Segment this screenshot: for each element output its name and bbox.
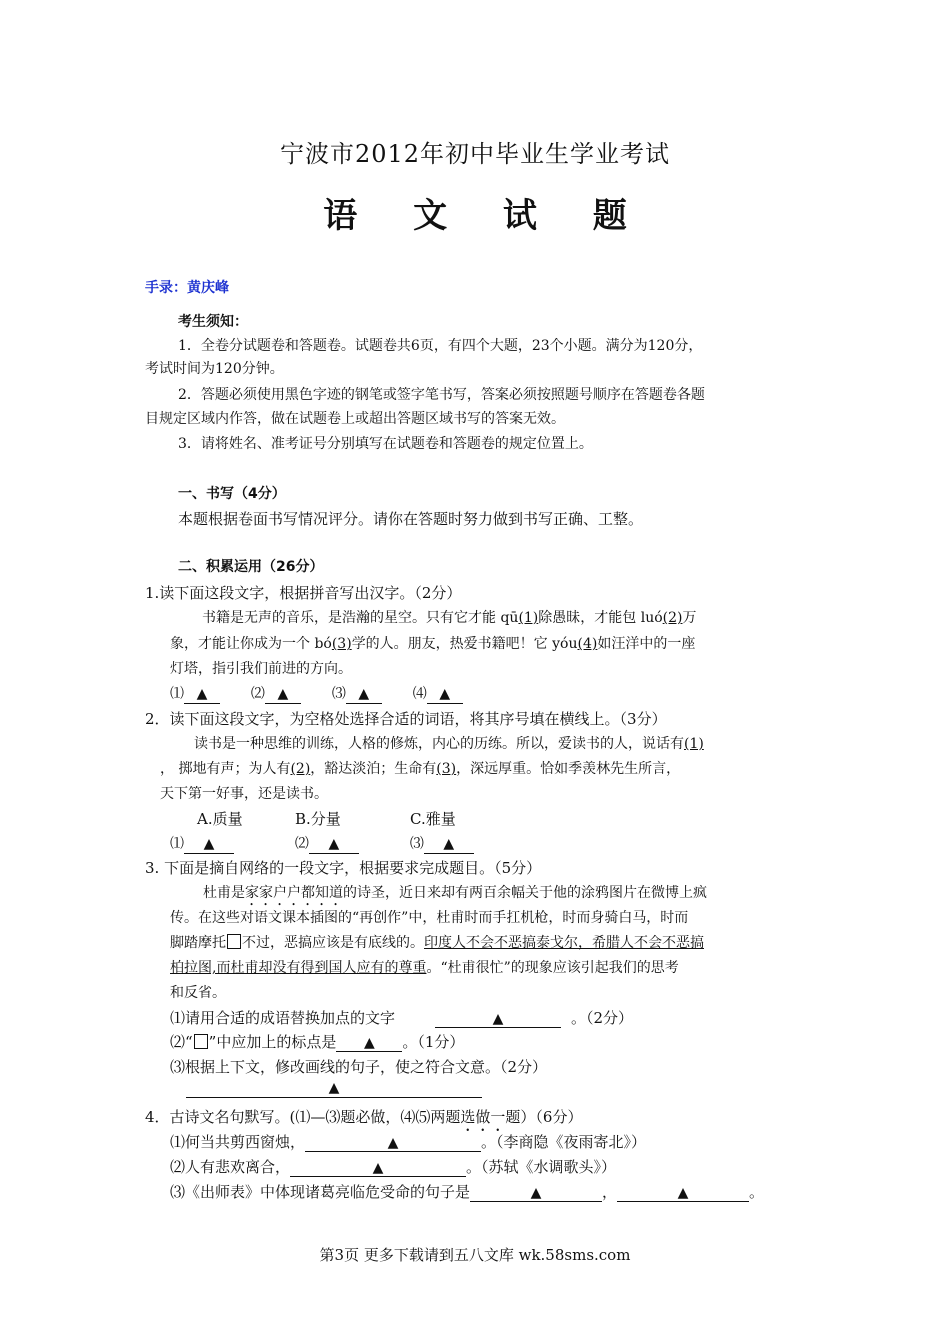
q1-text: 象，才能让你成为一个 bó (170, 636, 332, 652)
q4-answer-2[interactable] (290, 1159, 466, 1177)
q3-dotted-phrase: 家家户户都知道 (245, 885, 343, 901)
exam-title: 宁波市2012年初中毕业生学业考试 (279, 140, 671, 168)
q1-answers (170, 683, 463, 704)
triangle-marker-icon: ▲ (530, 1185, 542, 1201)
triangle-marker-icon: ▲ (372, 1160, 384, 1176)
q2-answers (170, 833, 474, 854)
q1-blank-1: (1) (518, 610, 539, 626)
q4-answer-3a[interactable] (470, 1184, 602, 1202)
triangle-marker-icon: ▲ (492, 1011, 504, 1027)
q4-sub-3-period: 。 (749, 1183, 765, 1201)
q3-sub-1-score: 。（2分） (571, 1009, 634, 1027)
q3-answer-1[interactable] (435, 1010, 561, 1028)
part1-text: 本题根据卷面书写情况评分。请你在答题时努力做到书写正确、工整。 (178, 510, 644, 528)
notice-item-1-cont: 考试时间为120分钟。 (145, 361, 284, 377)
q4-sub-3 (170, 1181, 764, 1202)
blank-box-icon (194, 1034, 208, 1049)
notice-item-2: 2．答题必须使用黑色字迹的钢笔或签字笔书写，答案必须按照题号顺序在答题卷各题 (178, 387, 705, 403)
q3-answer-3[interactable] (186, 1080, 482, 1098)
q1-line-3: 灯塔，指引我们前进的方向。 (170, 661, 352, 677)
q2-stem: 2．读下面这段文字，为空格处选择合适的词语，将其序号填在横线上。（3分） (145, 710, 667, 728)
q1-blank-2: (2) (662, 610, 683, 626)
q3-sub-2-text: ”中应加上的标点是 (208, 1033, 337, 1051)
part2-heading: 二、积累运用（26分） (178, 559, 324, 575)
triangle-marker-icon: ▲ (358, 686, 370, 702)
q2-answer-1[interactable] (184, 836, 234, 854)
q3-line-3 (170, 932, 704, 952)
triangle-marker-icon: ▲ (328, 836, 340, 852)
notice-heading: 考生须知： (178, 314, 248, 330)
q3-underlined-sentence: 柏拉图,而杜甫却没有得到国人应有的尊重 (170, 960, 427, 976)
q3-line-2: 传。在这些对语文课本插图的“再创作”中，杜甫时而手扛机枪，时而身骑白马，时而 (170, 910, 689, 926)
q3-text: 。“杜甫很忙”的现象应该引起我们的思考 (426, 960, 679, 976)
triangle-marker-icon: ▲ (196, 686, 208, 702)
q2-answer-label-1: ⑴ (170, 836, 184, 852)
q3-text: 的诗圣，近日来却有两百余幅关于他的涂鸦图片在微博上疯 (343, 885, 707, 901)
q3-text: 脚踏摩托 (170, 935, 226, 951)
q4-sub-2 (170, 1156, 616, 1177)
part1-heading: 一、书写（4分） (178, 486, 286, 502)
q2-blank-1: (1) (684, 736, 704, 752)
q2-answer-2[interactable] (309, 836, 359, 854)
q2-text: ，深远厚重。恰如季羡林先生所言， (456, 761, 681, 777)
q1-answer-label-2: ⑵ (250, 686, 265, 702)
subject-title: 语 文 试 题 (323, 196, 649, 236)
q1-text: 如汪洋中的一座 (597, 636, 696, 652)
q2-blank-3: (3) (436, 761, 457, 777)
q1-blank-4: (4) (577, 636, 598, 652)
q4-sub-1-text: ⑴何当共剪西窗烛， (170, 1133, 306, 1151)
q4-sub-1-source: 。（李商隐《夜雨寄北》） (481, 1133, 647, 1151)
q3-underlined-sentence: 印度人不会不恶搞泰戈尔，希腊人不会不恶搞 (424, 935, 704, 951)
q3-line-5: 和反省。 (170, 985, 226, 1001)
q1-text: 学的人。朋友，热爱书籍吧！它 yóu (351, 636, 578, 652)
triangle-marker-icon: ▲ (439, 686, 451, 702)
q1-answer-label-1: ⑴ (170, 686, 184, 702)
q1-text: 除愚昧，才能包 luó (538, 610, 663, 626)
q2-text: 读书是一种思维的训练，人格的修炼，内心的历练。所以，爱读书的人，说话有 (194, 736, 684, 752)
q2-option-a: A.质量 (197, 810, 243, 828)
triangle-marker-icon: ▲ (277, 686, 289, 702)
q1-text: 书籍是无声的音乐，是浩瀚的星空。只有它才能 qū (202, 610, 519, 626)
notice-item-3: 3．请将姓名、准考证号分别填写在试题卷和答题卷的规定位置上。 (178, 436, 593, 452)
q2-answer-label-2: ⑵ (294, 836, 309, 852)
q2-option-b: B.分量 (295, 810, 341, 828)
q4-sub-3-comma: ， (602, 1183, 618, 1201)
q3-sub-2-score: 。（1分） (402, 1033, 465, 1051)
q4-sub-1 (170, 1131, 646, 1152)
q3-sub-3: ⑶根据上下文，修改画线的句子，使之符合文意。（2分） (170, 1058, 548, 1076)
q4-dotted-phrase: 选做一 (460, 1108, 506, 1126)
q4-stem-text: 4．古诗文名句默写。(⑴—⑶题必做，⑷⑸两题 (145, 1108, 461, 1126)
q2-answer-label-3: ⑶ (409, 836, 424, 852)
q1-line-1 (202, 607, 697, 627)
q2-line-2 (160, 758, 680, 778)
triangle-marker-icon: ▲ (443, 836, 455, 852)
q3-line-1 (203, 882, 707, 909)
q2-text: ， 掷地有声；为人有 (160, 761, 291, 777)
q1-answer-2[interactable] (265, 686, 301, 704)
q3-sub-1-text: ⑴请用合适的成语替换加点的文字 (170, 1009, 396, 1027)
q3-text: 不过，恶搞应该是有底线的。 (242, 935, 424, 951)
q2-answer-3[interactable] (424, 836, 474, 854)
q3-sub-2 (170, 1031, 464, 1052)
q3-answer-2[interactable] (336, 1034, 402, 1052)
blank-box-icon (227, 934, 241, 949)
triangle-marker-icon: ▲ (677, 1185, 689, 1201)
q3-sub-2-text: ⑵“ (170, 1033, 193, 1051)
q1-answer-4[interactable] (427, 686, 463, 704)
q2-text: ，豁达淡泊；生命有 (310, 761, 437, 777)
q1-stem: 1.读下面这段文字，根据拼音写出汉字。（2分） (145, 584, 462, 602)
q1-blank-3: (3) (331, 636, 352, 652)
triangle-marker-icon: ▲ (387, 1135, 399, 1151)
q4-answer-1[interactable] (305, 1134, 481, 1152)
triangle-marker-icon: ▲ (328, 1080, 340, 1096)
q3-text: 杜甫是 (203, 885, 245, 901)
byline: 手录：黄庆峰 (145, 280, 229, 296)
q1-answer-label-4: ⑷ (412, 686, 427, 702)
q4-stem-text: 题）（6分） (505, 1108, 583, 1126)
q3-stem: 3. 下面是摘自网络的一段文字，根据要求完成题目。（5分） (145, 859, 542, 877)
q3-sub-1 (170, 1007, 633, 1028)
page-footer: 第3页 更多下载请到五八文库 wk.58sms.com (319, 1246, 631, 1264)
q3-answer-3-line (186, 1080, 482, 1098)
notice-item-2-cont: 目规定区域内作答，做在试题卷上或超出答题区域书写的答案无效。 (145, 411, 565, 427)
q1-answer-3[interactable] (346, 686, 382, 704)
q2-line-1 (194, 733, 704, 753)
q1-line-2 (170, 633, 695, 653)
q4-answer-3b[interactable] (617, 1184, 749, 1202)
q2-blank-2: (2) (290, 761, 311, 777)
q4-sub-3-text: ⑶《出师表》中体现诸葛亮临危受命的句子是 (170, 1183, 471, 1201)
q4-sub-2-source: 。（苏轼《水调歌头》） (466, 1158, 617, 1176)
notice-item-1: 1．全卷分试题卷和答题卷。试题卷共6页，有四个大题，23个小题。满分为120分， (178, 338, 703, 354)
q1-text: 万 (682, 610, 697, 626)
q3-line-4 (170, 957, 679, 977)
q1-answer-1[interactable] (184, 686, 220, 704)
triangle-marker-icon: ▲ (203, 836, 215, 852)
q1-answer-label-3: ⑶ (331, 686, 346, 702)
q4-sub-2-text: ⑵人有悲欢离合， (170, 1158, 291, 1176)
q2-line-3: 天下第一好事，还是读书。 (160, 786, 328, 802)
q2-option-c: C.雅量 (410, 810, 456, 828)
triangle-marker-icon: ▲ (363, 1035, 375, 1051)
